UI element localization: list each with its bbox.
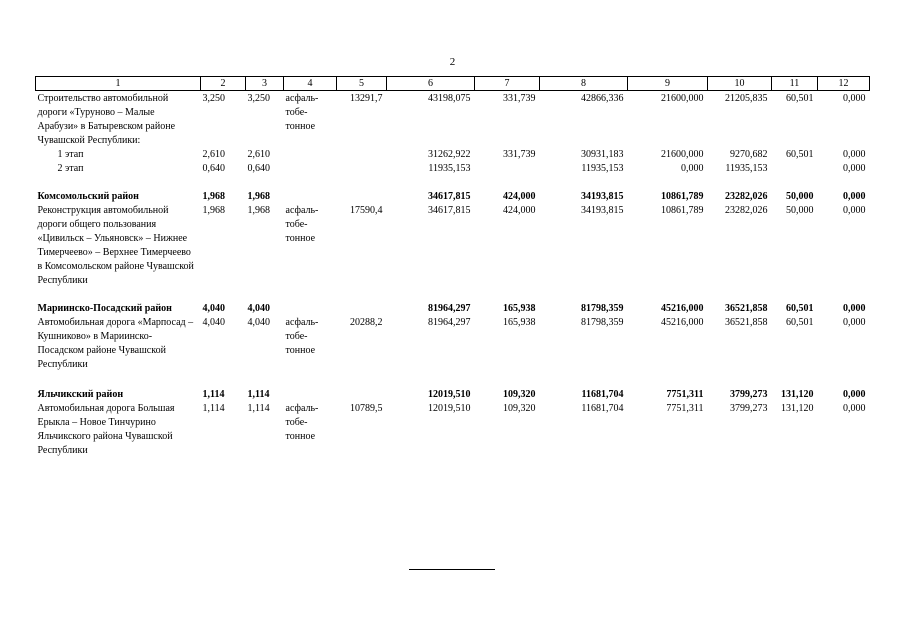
cell-col-11: 60,501 — [786, 303, 814, 314]
cell-col-9: 45216,000 — [661, 317, 704, 328]
cell-col-8: 11681,704 — [581, 403, 624, 414]
cell-col-3: 2,610 — [247, 149, 270, 160]
cell-col-2: 1,114 — [202, 389, 225, 400]
cell-col-4 — [284, 190, 337, 204]
cell-col-12: 0,000 — [843, 93, 866, 104]
cell-col-5 — [337, 388, 387, 402]
cell-col-2: 1,114 — [202, 403, 225, 414]
cell-col-12: 0,000 — [843, 317, 866, 328]
cell-col-6: 34617,815 — [428, 191, 471, 202]
column-header-3: 3 — [246, 77, 284, 91]
cell-col-3: 1,968 — [247, 191, 270, 202]
cell-col-3: 1,968 — [247, 205, 270, 216]
cell-col-2: 1,968 — [202, 191, 225, 202]
row-name: Строительство автомобильной дороги «Туруново – Малые Арабузи» в Батыревском районе Чувашской Республики: — [37, 93, 176, 146]
cell-col-8: 11935,153 — [581, 163, 624, 174]
cell-col-2: 1,968 — [202, 205, 225, 216]
cell-col-6: 12019,510 — [428, 403, 471, 414]
cell-col-3: 3,250 — [247, 93, 270, 104]
row-name: Автомобильная дорога Большая Ерыкла – Новое Тинчурино Яльчикского района Чувашской Республики — [37, 403, 175, 456]
column-number-header-row — [36, 77, 870, 91]
cell-col-3: 1,114 — [247, 389, 270, 400]
cell-col-11: 60,501 — [786, 93, 814, 104]
cell-col-10: 11935,153 — [725, 163, 768, 174]
cell-col-7: 109,320 — [503, 389, 536, 400]
stage-row — [36, 148, 870, 162]
cell-col-2: 0,640 — [202, 163, 225, 174]
column-header-10: 10 — [708, 77, 772, 91]
cell-col-10: 23282,026 — [725, 191, 768, 202]
cell-col-9: 0,000 — [681, 163, 704, 174]
cell-col-9: 21600,000 — [661, 93, 704, 104]
cell-col-8: 30931,183 — [581, 149, 624, 160]
cell-col-9: 7751,311 — [666, 389, 704, 400]
column-header-5: 5 — [337, 77, 387, 91]
cell-col-3: 4,040 — [247, 317, 270, 328]
column-header-7: 7 — [475, 77, 540, 91]
cell-col-10: 9270,682 — [730, 149, 768, 160]
cell-col-7: 331,739 — [503, 149, 536, 160]
cell-col-12: 0,000 — [843, 149, 866, 160]
object-row — [36, 316, 870, 372]
cell-col-4 — [284, 148, 337, 162]
footer-rule — [409, 569, 495, 570]
cell-col-11: 60,501 — [786, 317, 814, 328]
cell-col-7: 109,320 — [503, 403, 536, 414]
cell-col-9: 10861,789 — [661, 205, 704, 216]
spacer-cell — [36, 288, 870, 302]
cell-col-8: 34193,815 — [581, 205, 624, 216]
row-name: Комсомольский район — [37, 191, 139, 202]
column-header-2: 2 — [201, 77, 246, 91]
cell-col-4: асфаль-тобе-тонное — [285, 403, 319, 442]
cell-col-5 — [337, 190, 387, 204]
cell-col-6: 31262,922 — [428, 149, 471, 160]
row-name: Яльчикский район — [37, 389, 124, 400]
district-total-row — [36, 190, 870, 204]
cell-col-4: асфаль-тобе-тонное — [285, 317, 319, 356]
spacer-cell — [36, 176, 870, 190]
cell-col-7: 165,938 — [503, 317, 536, 328]
spacer-row — [36, 372, 870, 388]
cell-col-5 — [337, 162, 387, 176]
cell-col-10: 36521,858 — [725, 303, 768, 314]
cell-col-7: 165,938 — [503, 303, 536, 314]
stage-row — [36, 162, 870, 176]
cell-col-9: 45216,000 — [661, 303, 704, 314]
cell-col-6: 43198,075 — [428, 93, 471, 104]
cell-col-7 — [475, 162, 540, 176]
cell-col-2: 4,040 — [202, 303, 225, 314]
cell-col-11: 50,000 — [786, 205, 814, 216]
cell-col-4 — [284, 302, 337, 316]
object-row — [36, 204, 870, 288]
object-row — [36, 91, 870, 149]
cell-col-10: 3799,273 — [730, 403, 768, 414]
cell-col-9: 21600,000 — [661, 149, 704, 160]
cell-col-10: 21205,835 — [725, 93, 768, 104]
cell-col-11: 50,000 — [786, 191, 814, 202]
spacer-row — [36, 288, 870, 302]
cell-col-8: 34193,815 — [581, 191, 624, 202]
row-name: Реконструкция автомобильной дороги общего пользования «Цивильск – Ульяновск» – Нижнее Тимерчеево» – Верхнее Тимерчеево в Комсомольском районе Чувашской Республики — [37, 205, 194, 286]
spacer-row — [36, 176, 870, 190]
column-header-8: 8 — [540, 77, 628, 91]
cell-col-11 — [772, 162, 818, 176]
cell-col-10: 3799,273 — [730, 389, 768, 400]
cell-col-8: 42866,336 — [581, 93, 624, 104]
row-name: Мариинско-Посадский район — [37, 303, 172, 314]
column-header-11: 11 — [772, 77, 818, 91]
cell-col-12: 0,000 — [843, 403, 866, 414]
cell-col-2: 3,250 — [202, 93, 225, 104]
cell-col-2: 2,610 — [202, 149, 225, 160]
cell-col-7: 424,000 — [503, 191, 536, 202]
cell-col-3: 1,114 — [247, 403, 270, 414]
cell-col-5 — [337, 148, 387, 162]
cell-col-8: 11681,704 — [581, 389, 624, 400]
cell-col-12: 0,000 — [843, 163, 866, 174]
row-name: 1 этап — [57, 149, 84, 160]
cell-col-4: асфаль-тобе-тонное — [285, 205, 319, 244]
row-name: Автомобильная дорога «Марпосад – Кушниково» в Мариинско-Посадском районе Чувашской Республики — [37, 317, 194, 370]
cell-col-8: 81798,359 — [581, 303, 624, 314]
cell-col-6: 81964,297 — [428, 317, 471, 328]
row-name: 2 этап — [57, 163, 84, 174]
cell-col-9: 7751,311 — [666, 403, 704, 414]
page-number: 2 — [449, 56, 456, 68]
column-header-9: 9 — [628, 77, 708, 91]
cell-col-5 — [337, 302, 387, 316]
object-row — [36, 402, 870, 458]
cell-col-12: 0,000 — [843, 303, 866, 314]
cell-col-3: 4,040 — [247, 303, 270, 314]
cell-col-11: 131,120 — [781, 389, 814, 400]
cell-col-6: 12019,510 — [428, 389, 471, 400]
road-construction-table — [35, 76, 870, 458]
district-total-row — [36, 388, 870, 402]
cell-col-11: 60,501 — [786, 149, 814, 160]
cell-col-9: 10861,789 — [661, 191, 704, 202]
table-body — [36, 91, 870, 459]
cell-col-5: 17590,4 — [350, 205, 383, 216]
cell-col-6: 34617,815 — [428, 205, 471, 216]
spacer-cell — [36, 372, 870, 388]
cell-col-8: 81798,359 — [581, 317, 624, 328]
cell-col-7: 424,000 — [503, 205, 536, 216]
cell-col-5: 10789,5 — [350, 403, 383, 414]
cell-col-4 — [284, 388, 337, 402]
column-header-1: 1 — [36, 77, 201, 91]
column-header-6: 6 — [387, 77, 475, 91]
cell-col-5: 13291,7 — [350, 93, 383, 104]
column-header-4: 4 — [284, 77, 337, 91]
cell-col-4: асфаль-тобе-тонное — [285, 93, 319, 132]
cell-col-10: 23282,026 — [725, 205, 768, 216]
column-header-12: 12 — [818, 77, 870, 91]
cell-col-4 — [284, 162, 337, 176]
cell-col-2: 4,040 — [202, 317, 225, 328]
cell-col-12: 0,000 — [843, 205, 866, 216]
cell-col-5: 20288,2 — [350, 317, 383, 328]
cell-col-12: 0,000 — [843, 191, 866, 202]
cell-col-3: 0,640 — [247, 163, 270, 174]
cell-col-7: 331,739 — [503, 93, 536, 104]
cell-col-6: 81964,297 — [428, 303, 471, 314]
cell-col-6: 11935,153 — [428, 163, 471, 174]
cell-col-11: 131,120 — [781, 403, 814, 414]
cell-col-10: 36521,858 — [725, 317, 768, 328]
district-total-row — [36, 302, 870, 316]
cell-col-12: 0,000 — [843, 389, 866, 400]
